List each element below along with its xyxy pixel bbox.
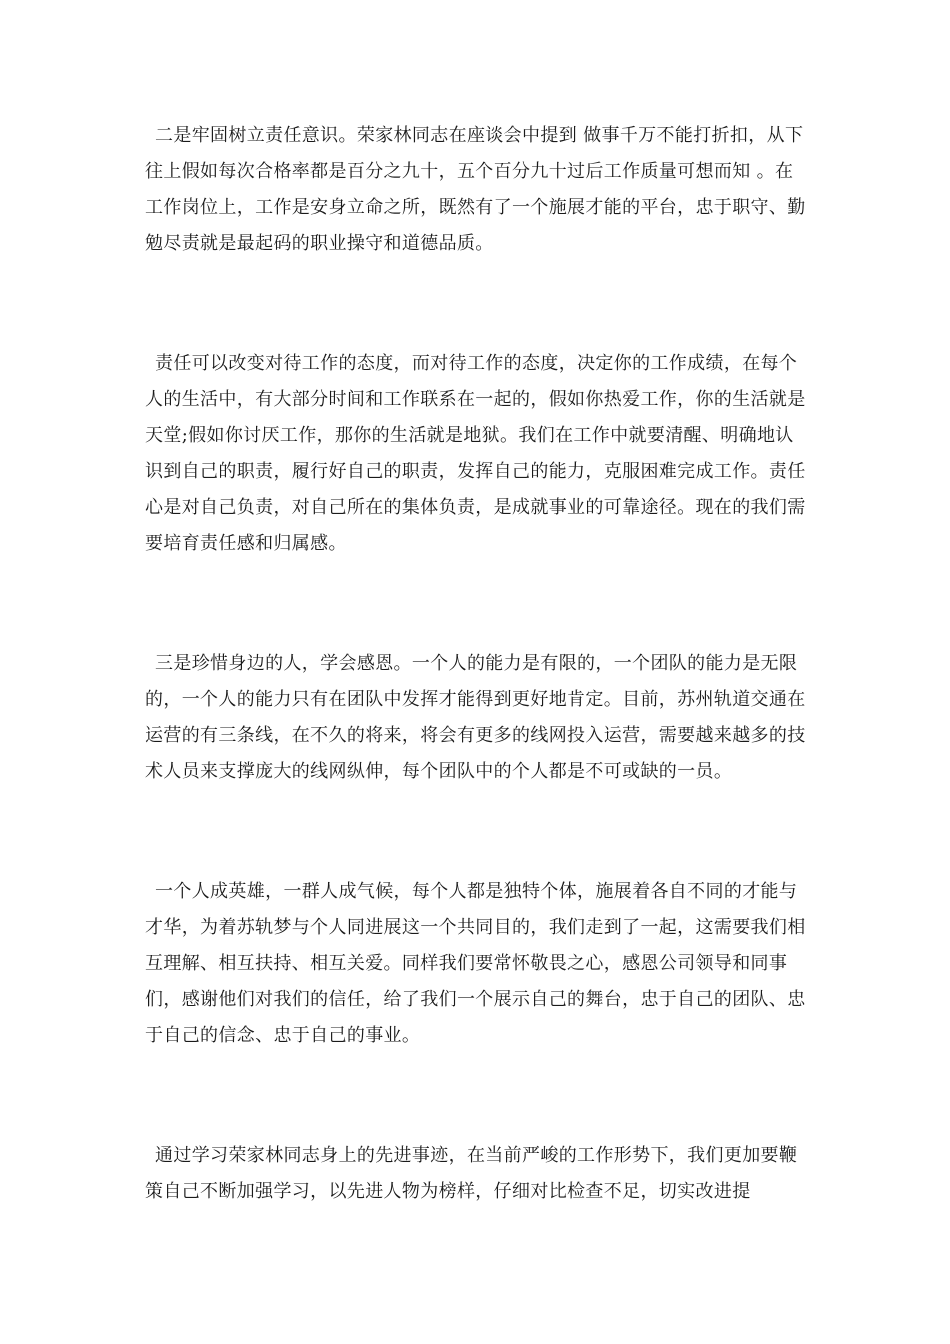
paragraph-gap [145,262,810,346]
paragraph-learning-conclusion: 通过学习荣家林同志身上的先进事迹，在当前严峻的工作形势下，我们更加要鞭策自己不断加强学习，以先进人物为榜样，仔细对比检查不足，切实改进提 [145,1145,798,1202]
paragraph-responsibility-awareness: 二是牢固树立责任意识。荣家林同志在座谈会中提到 做事千万不能打折扣，从下往上假如每次合格率都是百分之九十，五个百分九十过后工作质量可想而知 。在工作岗位上，工作是安身立命之所，既然有了一个施展才能的平台，忠于职守、勤勉尽责就是最起码的职业操守和道德品质。 [145,125,806,254]
paragraph-gap [145,562,810,646]
paragraph-teamwork-gratitude: 一个人成英雄，一群人成气候，每个人都是独特个体，施展着各自不同的才能与才华，为着苏轨梦与个人同进展这一个共同目的，我们走到了一起，这需要我们相互理解、相互扶持、相互关爱。同样我们要常怀敬畏之心，感恩公司领导和同事们，感谢他们对我们的信任，给了我们一个展示自己的舞台，忠于自己的团队、忠于自己的信念、忠于自己的事业。 [145,881,806,1046]
paragraph-responsibility-attitude: 责任可以改变对待工作的态度，而对待工作的态度，决定你的工作成绩，在每个人的生活中，有大部分时间和工作联系在一起的，假如你热爱工作，你的生活就是天堂;假如你讨厌工作，那你的生活就是地狱。我们在工作中就要清醒、明确地认识到自己的职责，履行好自己的职责，发挥自己的能力，克服困难完成工作。责任心是对自己负责，对自己所在的集体负责，是成就事业的可靠途径。现在的我们需要培育责任感和归属感。 [145,353,806,554]
paragraph-cherish-people: 三是珍惜身边的人，学会感恩。一个人的能力是有限的，一个团队的能力是无限的，一个人的能力只有在团队中发挥才能得到更好地肯定。目前，苏州轨道交通在运营的有三条线，在不久的将来，将会有更多的线网投入运营，需要越来越多的技术人员来支撑庞大的线网纵伸，每个团队中的个人都是不可或缺的一员。 [145,653,806,782]
paragraph-gap [145,790,810,874]
paragraph-gap [145,1054,810,1138]
document-body [145,118,810,1210]
